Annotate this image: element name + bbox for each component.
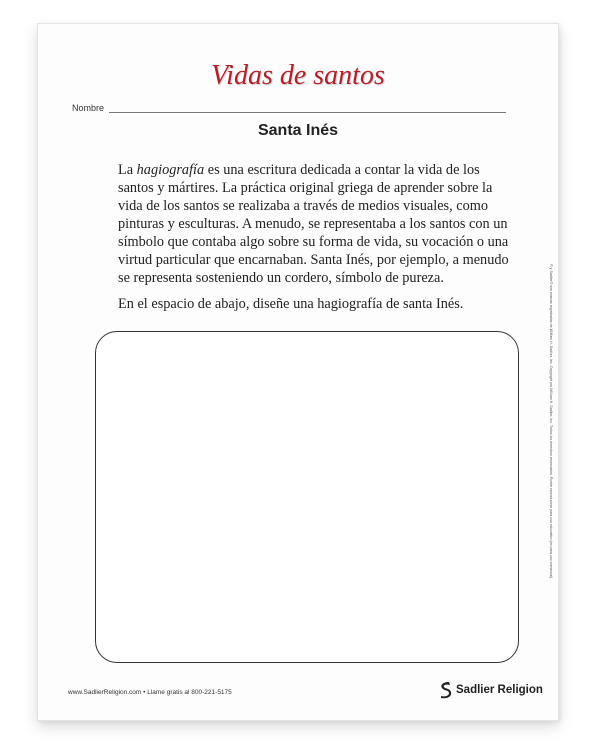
hagiografia-term: hagiografía (136, 162, 205, 178)
logo-text: Sadlier Religion (456, 684, 543, 696)
footer-website: www.SadlierReligion.com • Llame gratis al 800-221-5175 (68, 689, 232, 696)
worksheet-title: Vidas de santos (211, 60, 385, 91)
name-line[interactable] (109, 102, 506, 113)
name-label: Nombre (72, 103, 105, 113)
body-text (118, 161, 512, 321)
copyright-text: ® y Sadlier® son marcas registradas de William H. Sadlier, Inc. Copyright por William H. Sadlier, Inc. Todos los derechos reservados. Puede reproducirse para uso educativo (no para uso comercial). (549, 264, 553, 580)
sadlier-logo-icon (439, 681, 452, 699)
name-row (72, 99, 506, 113)
intro-prefix: La (118, 162, 137, 178)
intro-paragraph (118, 161, 512, 287)
instruction-paragraph: En el espacio de abajo, diseñe una hagiografía de santa Inés. (118, 296, 464, 312)
sadlier-logo (439, 681, 543, 699)
worksheet-page (37, 23, 559, 721)
page-subtitle: Santa Inés (257, 122, 339, 139)
copyright-side-note (545, 264, 553, 704)
intro-rest: es una escritura dedicada a contar la vida de los santos y mártires. La práctica original griega de aprender sobre la vida de los santos se realizaba a través de medios visuales, como pinturas y esculturas. A menudo, se representaba a los santos con un símbolo que contaba algo sobre su forma de vida, su vocación o una virtud particular que encarnaban. Santa Inés, por ejemplo, a menudo se representa sosteniendo un cordero, símbolo de pureza. (118, 162, 509, 286)
drawing-area[interactable] (95, 331, 519, 663)
